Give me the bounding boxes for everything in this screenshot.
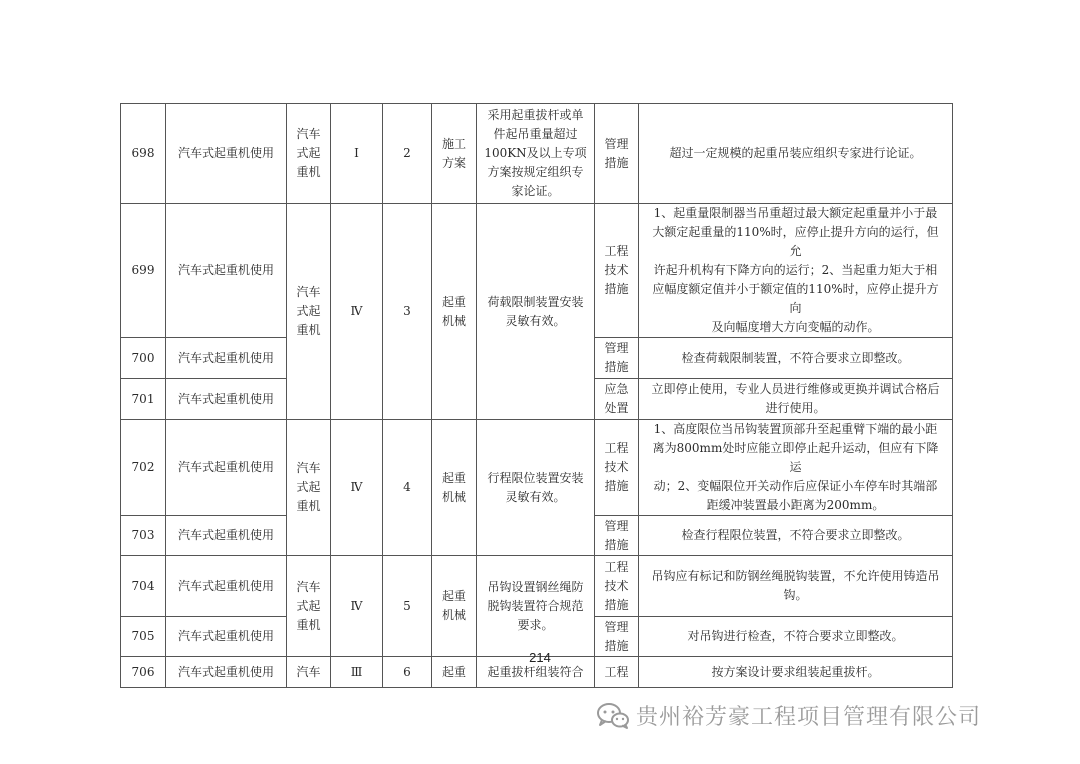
- equipment-type: 汽车: [287, 657, 331, 688]
- measure-type: 管理 措施: [595, 338, 639, 379]
- control-condition: 行程限位装置安装 灵敏有效。: [477, 420, 595, 556]
- control-measure: 超过一定规模的起重吊装应组织专家进行论证。: [639, 104, 953, 204]
- hazard-category: 起重: [432, 657, 477, 688]
- hazard-name: 汽车式起重机使用: [166, 104, 287, 204]
- hazard-table: [120, 103, 953, 688]
- hazard-name: 汽车式起重机使用: [166, 420, 287, 516]
- risk-level: Ⅰ: [331, 104, 383, 204]
- hazard-name: 汽车式起重机使用: [166, 657, 287, 688]
- risk-level: Ⅳ: [331, 204, 383, 420]
- control-measure: 立即停止使用，专业人员进行维修或更换并调试合格后 进行使用。: [639, 379, 953, 420]
- row-number: 703: [121, 516, 166, 556]
- hazard-name: 汽车式起重机使用: [166, 617, 287, 657]
- hazard-name: 汽车式起重机使用: [166, 516, 287, 556]
- sequence-number: 2: [383, 104, 432, 204]
- control-condition: 吊钩设置钢丝绳防 脱钩装置符合规范 要求。: [477, 556, 595, 657]
- watermark: [596, 700, 981, 731]
- row-number: 702: [121, 420, 166, 516]
- measure-type: 管理 措施: [595, 104, 639, 204]
- control-measure: 检查行程限位装置，不符合要求立即整改。: [639, 516, 953, 556]
- control-condition: 起重拔杆组装符合: [477, 657, 595, 688]
- hazard-name: 汽车式起重机使用: [166, 556, 287, 617]
- control-measure: 1、起重量限制器当吊重超过最大额定起重量并小于最 大额定起重量的110%时，应停止提升方向的运行，但允 许起升机构有下降方向的运行；2、当起重力矩大于相 应幅度额定值并小于额定值的110%时，应停止提升方向 及向幅度增大方向变幅的动作。: [639, 204, 953, 338]
- hazard-name: 汽车式起重机使用: [166, 338, 287, 379]
- control-measure: 检查荷载限制装置，不符合要求立即整改。: [639, 338, 953, 379]
- table-row: [121, 204, 953, 338]
- hazard-category: 起重 机械: [432, 204, 477, 420]
- sequence-number: 3: [383, 204, 432, 420]
- control-condition: 采用起重拔杆或单 件起吊重量超过 100KN及以上专项 方案按规定组织专 家论证。: [477, 104, 595, 204]
- equipment-type: 汽车 式起 重机: [287, 420, 331, 556]
- sequence-number: 6: [383, 657, 432, 688]
- measure-type: 工程 技术 措施: [595, 204, 639, 338]
- equipment-type: 汽车 式起 重机: [287, 204, 331, 420]
- row-number: 698: [121, 104, 166, 204]
- measure-type: 工程 技术 措施: [595, 420, 639, 516]
- row-number: 704: [121, 556, 166, 617]
- control-measure: 1、高度限位当吊钩装置顶部升至起重臂下端的最小距 离为800mm处时应能立即停止起升运动，但应有下降运 动；2、变幅限位开关动作后应保证小车停车时其端部 距缓冲装置最小距离为200mm。: [639, 420, 953, 516]
- risk-level: Ⅳ: [331, 420, 383, 556]
- measure-type: 应急 处置: [595, 379, 639, 420]
- hazard-category: 起重 机械: [432, 556, 477, 657]
- table-row: [121, 104, 953, 204]
- risk-level: Ⅲ: [331, 657, 383, 688]
- row-number: 699: [121, 204, 166, 338]
- equipment-type: 汽车 式起 重机: [287, 556, 331, 657]
- row-number: 706: [121, 657, 166, 688]
- equipment-type: 汽车 式起 重机: [287, 104, 331, 204]
- measure-type: 工程: [595, 657, 639, 688]
- sequence-number: 5: [383, 556, 432, 657]
- control-measure: 按方案设计要求组装起重拔杆。: [639, 657, 953, 688]
- measure-type: 管理 措施: [595, 516, 639, 556]
- row-number: 701: [121, 379, 166, 420]
- page-number: 214: [529, 650, 551, 665]
- control-measure: 对吊钩进行检查，不符合要求立即整改。: [639, 617, 953, 657]
- table-row: [121, 420, 953, 516]
- row-number: 705: [121, 617, 166, 657]
- control-measure: 吊钩应有标记和防钢丝绳脱钩装置，不允许使用铸造吊 钩。: [639, 556, 953, 617]
- hazard-name: 汽车式起重机使用: [166, 204, 287, 338]
- measure-type: 管理 措施: [595, 617, 639, 657]
- hazard-category: 施工 方案: [432, 104, 477, 204]
- table-row: [121, 556, 953, 617]
- row-number: 700: [121, 338, 166, 379]
- risk-level: Ⅳ: [331, 556, 383, 657]
- hazard-category: 起重 机械: [432, 420, 477, 556]
- wechat-icon: [596, 702, 630, 730]
- sequence-number: 4: [383, 420, 432, 556]
- measure-type: 工程 技术 措施: [595, 556, 639, 617]
- hazard-name: 汽车式起重机使用: [166, 379, 287, 420]
- control-condition: 荷载限制装置安装 灵敏有效。: [477, 204, 595, 420]
- watermark-text: 贵州裕芳豪工程项目管理有限公司: [636, 705, 982, 730]
